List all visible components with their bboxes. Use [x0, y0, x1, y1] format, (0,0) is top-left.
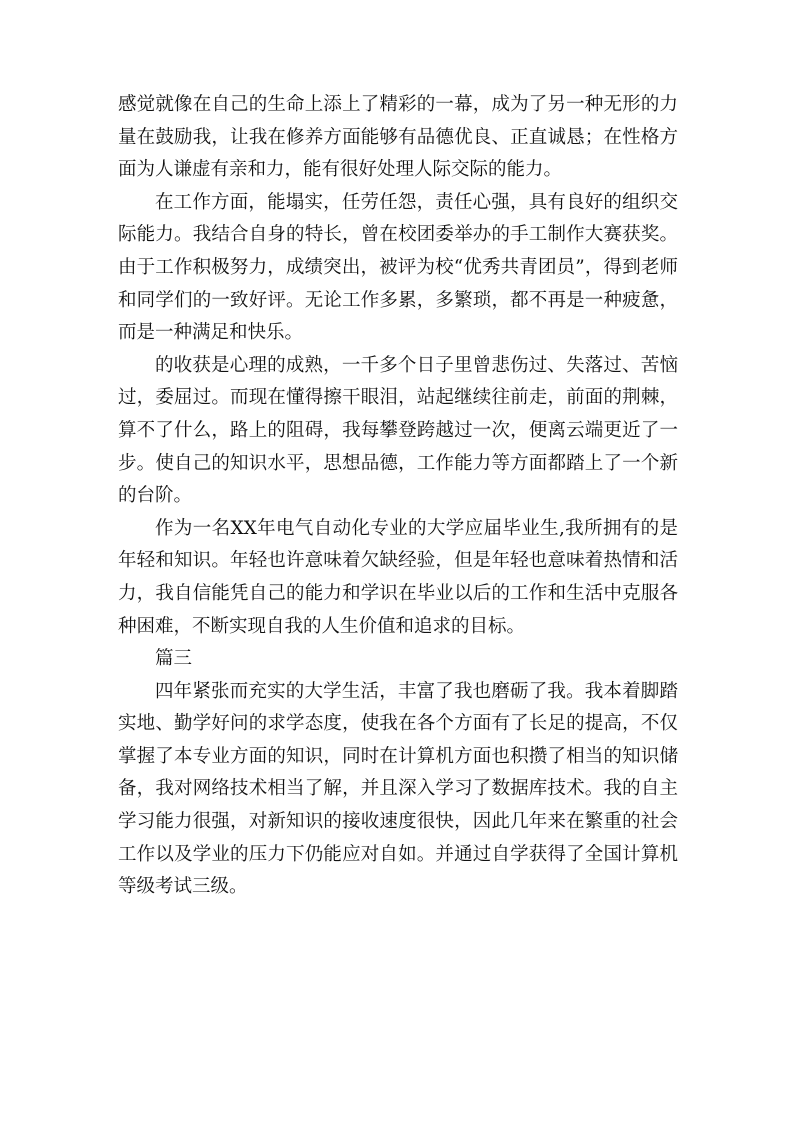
document-body [118, 89, 678, 904]
paragraph-2: 在工作方面，能塌实，任劳任怨，责任心强，具有良好的组织交际能力。我结合自身的特长，曾在校团委举办的手工制作大赛获奖。由于工作积极努力，成绩突出，被评为校“优秀共青团员”，得到老师和同学们的一致好评。无论工作多累，多繁琐，都不再是一种疲惫，而是一种满足和快乐。 [118, 191, 678, 344]
section-heading: 篇三 [155, 648, 193, 670]
paragraph-5: 四年紧张而充实的大学生活，丰富了我也磨砺了我。我本着脚踏实地、勤学好问的求学态度，使我在各个方面有了长足的提高，不仅掌握了本专业方面的知识，同时在计算机方面也积攒了相当的知识储备，我对网络技术相当了解，并且深入学习了数据库技术。我的自主学习能力很强，对新知识的接收速度很快，因此几年来在繁重的社会工作以及学业的压力下仍能应对自如。并通过自学获得了全国计算机等级考试三级。 [118, 680, 678, 898]
paragraph-1: 感觉就像在自己的生命上添上了精彩的一幕，成为了另一种无形的力量在鼓励我，让我在修养方面能够有品德优良、正直诚恳；在性格方面为人谦虚有亲和力，能有很好处理人际交际的能力。 [118, 94, 678, 181]
paragraph-3: 的收获是心理的成熟，一千多个日子里曾悲伤过、失落过、苦恼过，委屈过。而现在懂得擦干眼泪，站起继续往前走，前面的荆棘，算不了什么，路上的阻碍，我每攀登跨越过一次，便离云端更近了一步。使自己的知识水平，思想品德，工作能力等方面都踏上了一个新的台阶。 [118, 354, 678, 507]
paragraph-4: 作为一名XX年电气自动化专业的大学应届毕业生,我所拥有的是年轻和知识。年轻也许意味着欠缺经验，但是年轻也意味着热情和活力，我自信能凭自己的能力和学识在毕业以后的工作和生活中克服各种困难，不断实现自我的人生价值和追求的目标。 [118, 517, 678, 637]
